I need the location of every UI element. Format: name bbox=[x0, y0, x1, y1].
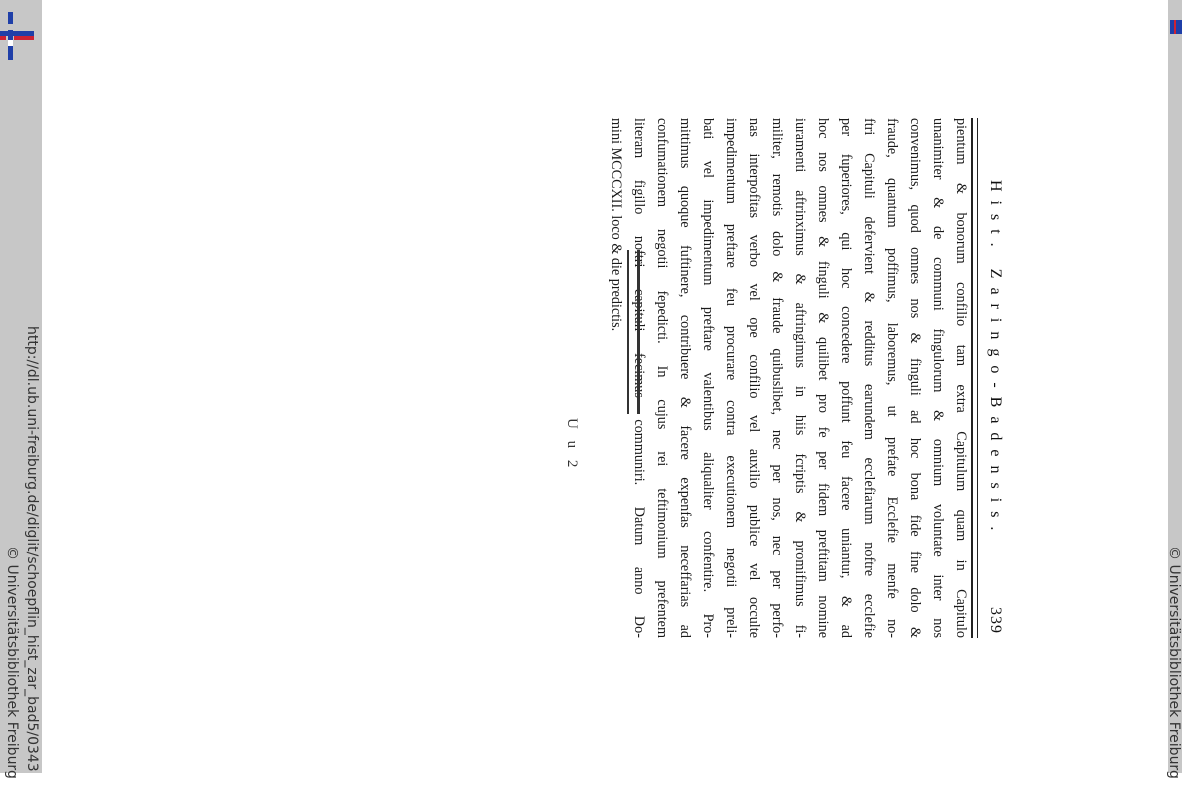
text-line: impedimentum preftare feu procurare contra executionem negotii preli- bbox=[723, 118, 739, 638]
text-line: ftri Capituli defervient & redditus earundem ecclefiarum noftre ecclefie bbox=[861, 118, 877, 638]
text-line: literam figillo noftri capituli fecimus communiri. Datum anno Do- bbox=[631, 118, 647, 638]
end-ornament-rule bbox=[627, 250, 640, 414]
text-line: convenimus, quod omnes nos & finguli ad hoc bona fide fine dolo & bbox=[907, 118, 923, 638]
text-line: fraude, quantum poffimus, laboremus, ut prefate Ecclefie menfe no- bbox=[884, 118, 900, 638]
text-line: nas interpofitas verbo vel ope confilio vel auxilio publice vel occulte bbox=[746, 118, 762, 638]
signature-mark: U u 2 bbox=[564, 418, 580, 472]
copyright-label: © Universitätsbibliothek Freiburg bbox=[4, 546, 20, 779]
text-line: hoc nos omnes & finguli & quilibet pro fe per fidem preftitam nomine bbox=[815, 118, 831, 638]
text-line: iuramenti aftrinximus & aftringimus in hiis fcriptis & promifimus fi- bbox=[792, 118, 808, 638]
text-line: mittimus quoque fuftinere, contribuere & facere expenfas neceffarias ad bbox=[677, 118, 693, 638]
library-logo-icon bbox=[1168, 20, 1182, 40]
text-line: confumationem negotii fepedicti. In cujus rei teftimonium prefentem bbox=[654, 118, 670, 638]
copyright-label-right: © Universitätsbibliothek Freiburg bbox=[1166, 546, 1182, 779]
library-logo-icon bbox=[0, 12, 34, 60]
text-line: mini MCCCXII. loco & die predictis. bbox=[608, 118, 624, 332]
body-text bbox=[604, 118, 972, 638]
text-line: militer, remotis dolo & fraude quibuslibet, nec per nos, nec per perfo- bbox=[769, 118, 785, 638]
text-line: pientum & bonorum confilio tam extra Capitulum quam in Capitulo bbox=[953, 118, 969, 638]
left-margin-bar bbox=[0, 0, 42, 779]
page-number: 339 bbox=[987, 607, 1004, 634]
source-url-label[interactable]: http://dl.ub.uni-freiburg.de/diglit/schoepflin_hist_zar_bad5/0343 bbox=[24, 326, 40, 772]
running-title: Hist. Zaringo-Badensis. bbox=[987, 180, 1004, 540]
header-rule bbox=[971, 118, 978, 638]
scanned-book-page bbox=[502, 118, 1012, 638]
text-line: unanimiter & de communi fingulorum & omnium voluntate inter nos bbox=[930, 118, 946, 638]
running-head bbox=[978, 118, 1012, 638]
text-line: per fuperiores, qui hoc concedere poffunt feu facere uniantur, & ad bbox=[838, 118, 854, 638]
text-line: bati vel impedimentum preftare valentibus aliqualiter confentire. Pro- bbox=[700, 118, 716, 638]
